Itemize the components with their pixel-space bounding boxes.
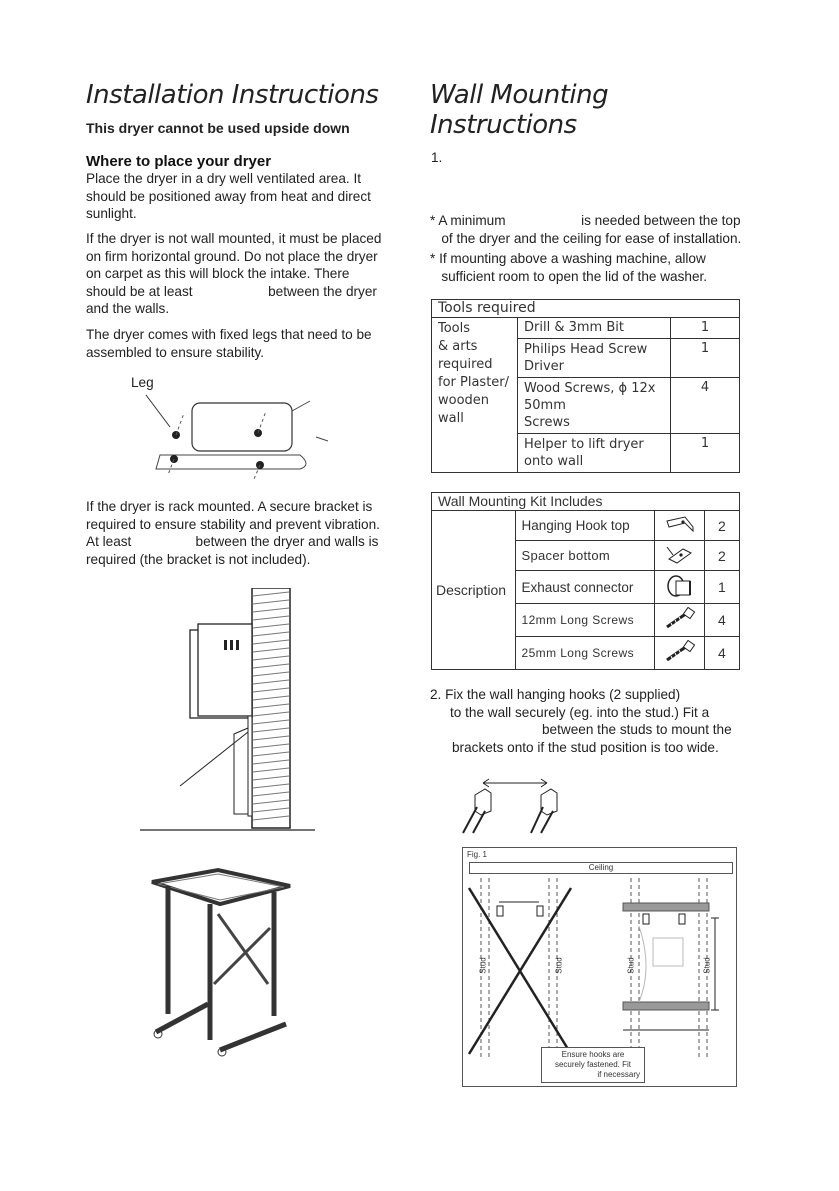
ceiling-note-line: of the dryer and the ceiling for ease of installation.: [430, 230, 742, 246]
tool-qty: 1: [671, 339, 740, 378]
kit-qty: 4: [704, 604, 739, 637]
tools-header: Tools required: [432, 300, 740, 318]
stud-label: Stud: [478, 957, 488, 974]
tool-item-line: Helper to lift dryer: [524, 437, 644, 452]
figure-1-label: Fig. 1: [467, 850, 488, 859]
floor-line: on carpet as this will block the intake. There: [86, 266, 350, 281]
tools-side-line: required: [438, 357, 493, 372]
tool-item-line: Philips Head Screw: [524, 342, 648, 357]
kit-qty: 4: [704, 637, 739, 670]
washer-note: [430, 250, 760, 285]
kit-qty: 2: [704, 541, 739, 571]
ceiling-note: [430, 212, 760, 247]
tools-side-line: for Plaster/: [438, 375, 510, 390]
ceiling-note-line: * A minimum is needed between the top: [430, 213, 741, 228]
leg-label: Leg: [131, 375, 154, 390]
floor-line: on firm horizontal ground. Do not place the dryer: [86, 248, 378, 264]
floor-line: should be at least between the dryer: [86, 283, 377, 299]
kit-item: 12mm Long Screws: [515, 604, 655, 637]
wall-mounting-title-2: Instructions: [430, 110, 577, 140]
tool-qty: 4: [671, 378, 740, 434]
hooks-note-line: if necessary: [597, 1070, 640, 1079]
kit-icon-cell: [655, 637, 704, 670]
rack-line: If the dryer is rack mounted. A secure bracket is: [86, 499, 373, 514]
tool-item: Drill & 3mm Bit: [518, 318, 671, 339]
placement-paragraph: Place the dryer in a dry well ventilated area. It should be positioned away from heat and direct sunlight.: [86, 171, 371, 221]
kit-item: Spacer bottom: [515, 541, 655, 571]
step-2-line: 2. Fix the wall hanging hooks (2 supplied): [430, 687, 681, 702]
hooks-note-line: securely fastened. Fit: [554, 1060, 632, 1069]
floor-line: If the dryer is not wall mounted, it must be placed: [86, 231, 382, 246]
kit-icon-cell: [655, 571, 704, 604]
tool-item-line: Wood Screws, ϕ 12x: [524, 381, 656, 396]
where-to-place-heading: Where to place your dryer: [86, 153, 272, 170]
legs-paragraph: [86, 326, 396, 361]
kit-qty: 1: [704, 571, 739, 604]
rack-line: required (the bracket is not included).: [86, 551, 311, 567]
kit-item: Hanging Hook top: [515, 511, 655, 541]
legs-line: The dryer comes with fixed legs that need to be: [86, 327, 372, 342]
kit-icon-cell: [655, 511, 704, 541]
step-2-line: between the studs to mount the: [542, 722, 732, 737]
figure-1: [462, 847, 737, 1087]
rack-line: required to ensure stability and prevent vibration.: [86, 516, 380, 532]
kit-table: [431, 492, 740, 670]
floor-line: and the walls.: [86, 301, 170, 316]
kit-item: Exhaust connector: [515, 571, 655, 604]
hook-icon: [663, 513, 697, 535]
hooks-illustration: [455, 775, 575, 835]
tools-side-label: [432, 318, 518, 473]
tool-qty: 1: [671, 434, 740, 473]
legs-line: assembled to ensure stability.: [86, 344, 265, 360]
tool-item: [518, 434, 671, 473]
step-1-number: 1.: [431, 150, 443, 165]
tool-item-line: 50mm: [524, 398, 566, 413]
tools-side-line: wall: [438, 411, 464, 426]
upside-down-warning: This dryer cannot be used upside down: [86, 120, 350, 136]
ceiling-label: Ceiling: [469, 862, 733, 874]
kit-qty: 2: [704, 511, 739, 541]
exhaust-connector-icon: [663, 573, 697, 599]
kit-side-label: Description: [432, 511, 516, 670]
step-2-text: [430, 686, 770, 756]
tools-table: [431, 299, 740, 473]
hooks-note-line: Ensure hooks are: [561, 1050, 625, 1059]
kit-icon-cell: [655, 541, 704, 571]
rack-paragraph: [86, 498, 406, 568]
kit-icon-cell: [655, 604, 704, 637]
wall-mounting-title-1: Wall Mounting: [430, 80, 609, 110]
stud-label: Stud: [554, 957, 564, 974]
kit-header: Wall Mounting Kit Includes: [432, 493, 740, 511]
wall-bracket-diagram: [140, 588, 330, 833]
rack-stand-diagram: [148, 864, 298, 1064]
hooks-note-box: [541, 1047, 645, 1083]
tool-item: [518, 339, 671, 378]
tool-item-line: Driver: [524, 359, 565, 374]
tools-side-line: Tools: [438, 321, 471, 336]
spacer-icon: [663, 543, 697, 565]
screw-icon: [663, 640, 697, 664]
washer-note-line: * If mounting above a washing machine, allow: [430, 251, 706, 266]
tool-item: [518, 378, 671, 434]
rack-line: At least between the dryer and walls is: [86, 534, 379, 549]
washer-note-line: sufficient room to open the lid of the washer.: [430, 268, 708, 284]
step-2-line: brackets onto if the stud position is too wide.: [452, 739, 719, 755]
step-2-line: to the wall securely (eg. into the stud.) Fit a: [450, 704, 710, 720]
leg-diagram: [140, 385, 340, 485]
kit-item: 25mm Long Screws: [515, 637, 655, 670]
installation-title: Installation Instructions: [86, 80, 379, 110]
floor-paragraph: [86, 230, 396, 318]
stud-label: Stud: [626, 957, 636, 974]
tool-item-line: onto wall: [524, 454, 584, 469]
stud-label: Stud: [702, 957, 712, 974]
tool-qty: 1: [671, 318, 740, 339]
screw-icon: [663, 607, 697, 631]
tools-side-line: wooden: [438, 393, 490, 408]
tool-item-line: Screws: [524, 415, 570, 430]
tools-side-line: & arts: [438, 339, 478, 354]
